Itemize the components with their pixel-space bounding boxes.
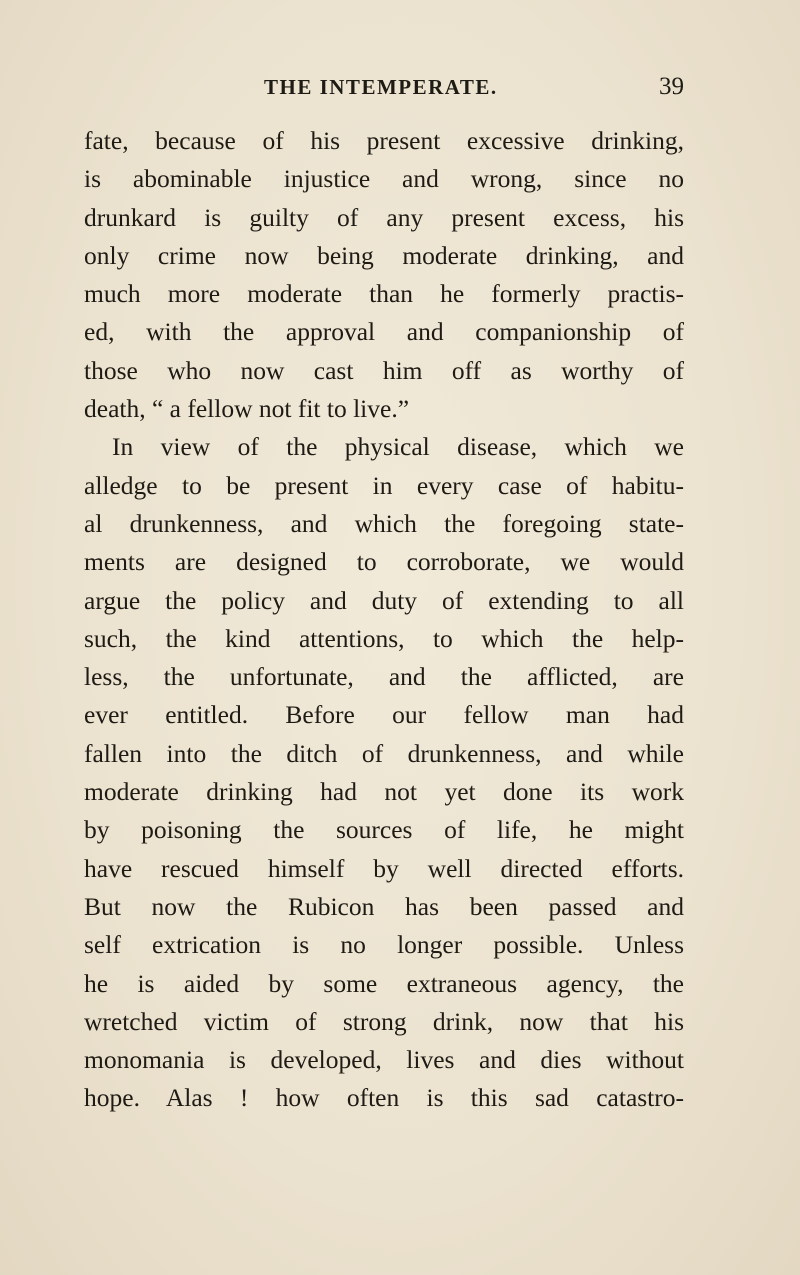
- running-head: [84, 70, 684, 104]
- text-line: argue the policy and duty of extending to all: [84, 585, 684, 615]
- text-line: hope. Alas ! how often is this sad catastro-: [84, 1083, 684, 1113]
- text-line: by poisoning the sources of life, he might: [84, 815, 684, 845]
- text-line: In view of the physical disease, which we: [112, 432, 684, 462]
- text-line: alledge to be present in every case of habitu-: [84, 470, 684, 500]
- text-line: ed, with the approval and companionship of: [84, 317, 684, 347]
- text-line: much more moderate than he formerly practis-: [84, 279, 684, 309]
- text-line: ments are designed to corroborate, we would: [84, 547, 684, 577]
- text-line: those who now cast him off as worthy of: [84, 355, 684, 385]
- text-line: self extrication is no longer possible. Unless: [84, 930, 684, 960]
- text-line: only crime now being moderate drinking, and: [84, 240, 684, 270]
- text-line: less, the unfortunate, and the afflicted, are: [84, 662, 684, 692]
- text-line: fallen into the ditch of drunkenness, and while: [84, 738, 684, 768]
- text-line: wretched victim of strong drink, now that his: [84, 1006, 684, 1036]
- text-line: fate, because of his present excessive drinking,: [84, 126, 684, 155]
- text-line: have rescued himself by well directed efforts.: [84, 853, 684, 883]
- text-line: ever entitled. Before our fellow man had: [84, 700, 684, 730]
- text-line: monomania is developed, lives and dies without: [84, 1045, 684, 1075]
- text-line: such, the kind attentions, to which the help-: [84, 623, 684, 653]
- text-line: al drunkenness, and which the foregoing state-: [84, 508, 684, 538]
- text-line: is abominable injustice and wrong, since no: [84, 164, 684, 194]
- page-number: 39: [659, 73, 684, 100]
- text-line: moderate drinking had not yet done its work: [84, 777, 684, 807]
- text-line: he is aided by some extraneous agency, the: [84, 968, 684, 998]
- running-title: THE INTEMPERATE.: [264, 75, 498, 99]
- text-line: drunkard is guilty of any present excess, his: [84, 202, 684, 232]
- text-line: death, “ a fellow not fit to live.”: [84, 394, 410, 424]
- text-line: But now the Rubicon has been passed and: [84, 891, 684, 921]
- body-text: [84, 122, 684, 1118]
